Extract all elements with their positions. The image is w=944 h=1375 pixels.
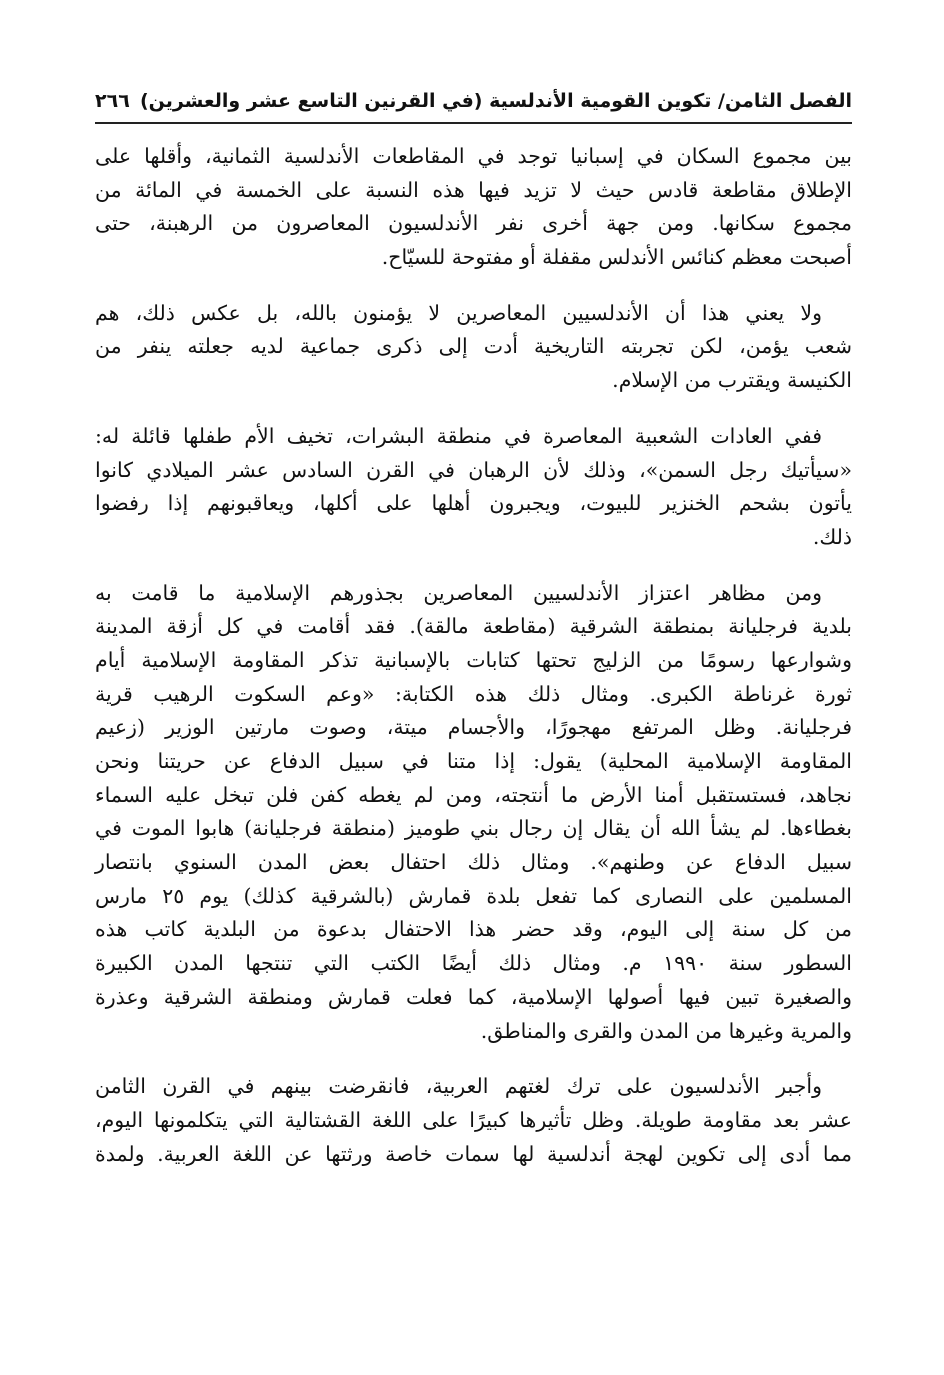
text-line: «سيأتيك رجل السمن»، وذلك لأن الرهبان في القرن السادس عشر الميلادي كانوا xyxy=(95,457,852,482)
text-line: بغطاءها. لم يشأ الله أن يقال إن رجال بني طوميز (منطقة فرجليانة) هابوا الموت في xyxy=(95,816,852,841)
text-line: ومن مظاهر اعتزاز الأندلسيين المعاصرين بجذورهم الإسلامية ما قامت به xyxy=(95,580,822,605)
text-line: الإطلاق مقاطعة قادس حيث لا تزيد فيها هذه النسبة على الخمسة في المائة من xyxy=(95,177,852,202)
running-header xyxy=(95,84,852,118)
text-line: من كل سنة إلى اليوم، وقد حضر هذا الاحتفال بدعوة من البلدية كاتب هذه xyxy=(95,917,852,942)
text-line: ثورة غرناطة الكبرى. ومثال ذلك هذه الكتابة: «وعم السكوت الرهيب قرية xyxy=(95,681,852,706)
text-line: سبيل الدفاع عن وطنهم». ومثال ذلك احتفال بعض المدن السنوي بانتصار xyxy=(95,850,852,875)
text-line: أصبحت معظم كنائس الأندلس مقفلة أو مفتوحة للسيّاح. xyxy=(381,245,852,270)
text-line: ففي العادات الشعبية المعاصرة في منطقة البشرات، تخيف الأم طفلها قائلة له: xyxy=(95,423,822,448)
text-line: وشوارعها رسومًا من الزليج تحتها كتابات بالإسبانية تذكر المقاومة الإسلامية أيام xyxy=(95,647,852,672)
page-body xyxy=(95,140,852,1193)
text-line: عشر بعد مقاومة طويلة. وظل تأثيرها كبيرًا على اللغة القشتالية التي يتكلمونها اليوم، xyxy=(95,1107,852,1132)
chapter-title: الفصل الثامن/ تكوين القومية الأندلسية (في القرنين التاسع عشر والعشرين) xyxy=(139,90,852,112)
header-rule xyxy=(95,122,852,124)
text-line: نجاهد، فستستقبل أمنا الأرض ما أنتجته، ومن لم يغطه كفن فلن تبخل عليه السماء xyxy=(95,782,852,807)
text-line: فرجليانة. وظل المرتفع مهجورًا، والأجسام ميتة، وصوت مارتين الوزير (زعيم xyxy=(95,715,852,740)
paragraph xyxy=(95,420,852,555)
text-line: مجموع سكانها. ومن جهة أخرى نفر الأندلسيون المعاصرون من الرهبنة، حتى xyxy=(95,211,852,236)
text-line: الكنيسة ويقترب من الإسلام. xyxy=(612,368,852,393)
text-line: بلدية فرجليانة بمنطقة الشرقية (مقاطعة مالقة). فقد أقامت في كل أزقة المدينة xyxy=(95,614,852,639)
text-line: بين مجموع السكان في إسبانيا توجد في المقاطعات الأندلسية الثمانية، وأقلها على xyxy=(95,144,852,168)
page-number: ٢٦٦ xyxy=(95,90,130,112)
paragraph xyxy=(95,140,852,275)
text-line: ولا يعني هذا أن الأندلسيين المعاصرين لا يؤمنون بالله، بل عكس ذلك، هم xyxy=(95,300,822,325)
text-line: ذلك. xyxy=(812,524,852,549)
text-line: وأجبر الأندلسيون على ترك لغتهم العربية، فانقرضت بينهم في القرن الثامن xyxy=(95,1074,822,1099)
text-line: مما أدى إلى تكوين لهجة أندلسية لها سمات خاصة ورثتها عن اللغة العربية. ولمدة xyxy=(95,1141,852,1166)
text-line: يأتون بشحم الخنزير للبيوت، ويجبرون أهلها على أكلها، ويعاقبونهم إذا رفضوا xyxy=(95,491,852,516)
paragraph xyxy=(95,1070,852,1171)
paragraph xyxy=(95,297,852,398)
paragraph xyxy=(95,577,852,1049)
text-line: المقاومة الإسلامية المحلية) يقول: إذا متنا في سبيل الدفاع عن حريتنا ونحن xyxy=(95,749,852,773)
text-line: المسلمين على النصارى كما تفعل بلدة قمارش (بالشرقية كذلك) يوم ٢٥ مارس xyxy=(95,883,853,908)
text-line: والصغيرة تبين فيها أصولها الإسلامية، كما فعلت قمارش ومنطقة الشرقية وعذرة xyxy=(95,984,852,1009)
text-line: والمرية وغيرها من المدن والقرى والمناطق. xyxy=(480,1018,852,1043)
text-line: السطور سنة ١٩٩٠ م. ومثال ذلك أيضًا الكتب التي تنتجها المدن الكبيرة xyxy=(95,951,852,976)
text-line: شعب يؤمن، لكن تجربته التاريخية أدت إلى ذكرى جماعية لديه جعلته ينفر من xyxy=(95,334,852,359)
